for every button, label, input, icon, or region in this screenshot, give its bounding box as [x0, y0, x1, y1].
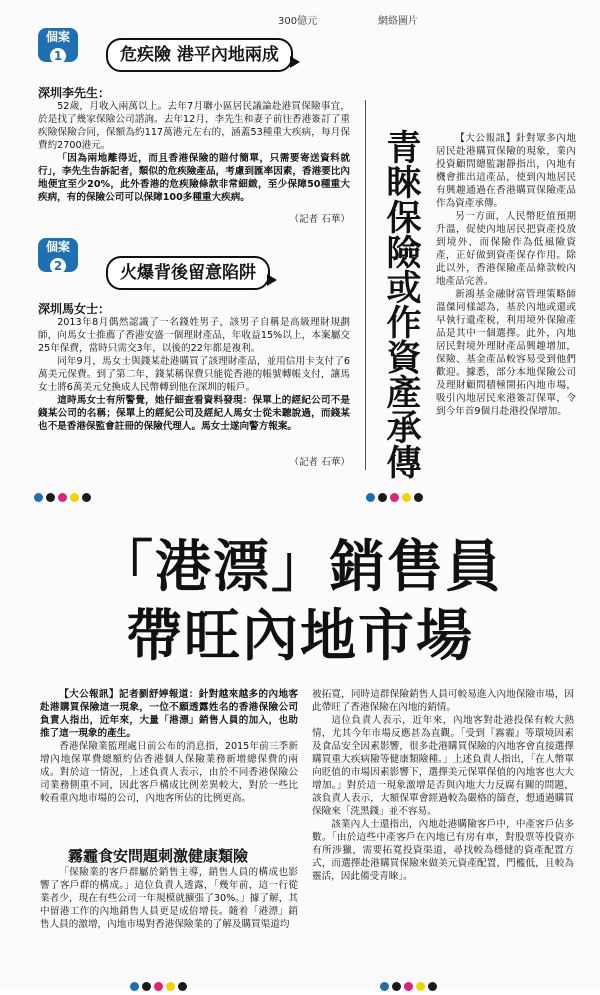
color-dot [178, 982, 187, 991]
side-vertical-title: 青睞保險或作資產承傳 [386, 129, 422, 484]
case2-badge [38, 238, 78, 272]
color-dot [402, 493, 411, 502]
main-subheading: 霧霾食安問題刺激健康類險 [68, 847, 249, 865]
main-paragraph: 【大公報訊】記者劉舒婷報道：針對越來越多的內地客赴港購買保險這一現象，一位不願透露姓名的香港保險公司負責人指出，近年來，大量「港漂」銷售人員的加入，也助推了這一現象的產生。 [40, 689, 298, 739]
color-dot [428, 982, 437, 991]
color-dot [404, 982, 413, 991]
color-dots-left [34, 487, 94, 499]
color-dot [154, 982, 163, 991]
column-divider [365, 100, 366, 470]
side-paragraph: 另一方面，人民幣貶值預期升溫，促使內地居民把資產投放到境外，而保險作為低風險資產，正好做到資產保存作用。除此以外，香港保險產品條款較內地產品完善。 [436, 211, 576, 287]
case2-body [38, 316, 350, 454]
side-article-body [436, 132, 576, 468]
main-article-col2 [312, 688, 574, 966]
case1-person: 深圳李先生： [38, 86, 111, 100]
case1-paragraph: 52歲，月收入兩萬以上。去年7月聯小區居民議論赴港買保險事宜，於是找了幾家保險公司諮詢。去年12月，李先生和妻子前往香港簽訂了重疾險保險合同，保額為約117萬港元左右的，涵蓋53種重大疾病，每月保費約2700港元。 [38, 101, 350, 151]
main-paragraph: 被拓寬，同時這群保險銷售人員可較易進入內地保險市場，因此帶旺了香港保險在內地的銷情。 [312, 689, 574, 713]
case2-paragraph: 這時馬女士有所警覺，她仔細查看資料發現：保單上的經紀公司不是錢某公司的名稱；保單上的經紀公司及經紀人馬女士從未聽說過，而錢某也不是香港保監會註冊的保險代理人。馬女士遂向警方報案。 [38, 395, 350, 432]
color-dot [46, 493, 55, 502]
color-dots-right [366, 487, 426, 499]
case1-badge-number: 1 [50, 48, 66, 64]
main-paragraph: 香港保險業監理處日前公布的消息指，2015年前三季新增內地保單費總額約佔香港個人保險業務新增總保費的兩成。對於這一情況，上述負責人表示，由於不同香港保險公司業務側重不同，因此客戶構成比例差異較大，對於一些比較看重內地市場的公司，內地客所佔的比例更高。 [40, 741, 298, 804]
color-dots-bottom-right [380, 976, 440, 988]
case1-badge-label: 個案 [45, 30, 70, 44]
color-dot [390, 493, 399, 502]
main-article-col1-top [40, 688, 298, 840]
case1-paragraph: 「因為兩地離得近，而且香港保險的賠付簡單，只需要寄送資料就行」，李先生告訴記者，類似的危疾險產品，考慮到匯率因素，香港要比內地便宜至少20%，此外香港的危疾險條款非常細緻，至少保障50種重大疾病，有的保險公司可以保障100多種重大疾病。 [38, 153, 350, 203]
case2-paragraph: 同年9月，馬女士與錢某赴港購買了該理財產品，並用信用卡支付了6萬美元保費。到了第二年，錢某稱保費只能從香港的帳號轉帳支付，讓馬女士將6萬美元兌換成人民幣轉到他在深圳的帳戶。 [38, 356, 350, 393]
top-caption-source: 網絡圖片 [378, 16, 418, 27]
side-paragraph: 【大公報訊】針對眾多內地居民赴港購買保險的現象，業內投資顧問總監謝靜指出，內地有機會推出這產品，使到內地居民有興趣通過在香港購買保險產品作為資產承傳。 [436, 133, 576, 209]
color-dot [34, 493, 43, 502]
case2-badge-label: 個案 [45, 240, 70, 254]
color-dot [166, 982, 175, 991]
color-dot [142, 982, 151, 991]
case2-byline: （記者 石華） [289, 457, 350, 468]
color-dot [414, 493, 423, 502]
case2-paragraph: 2013年8月偶然認識了一名錢姓男子，該男子自稱是高級理財規劃師，向馬女士推薦了香港安盛一個理財產品，年收益15%以上，本案屬交25年保費，當時只需交3年，以後的22年都是複利。 [38, 317, 350, 354]
color-dots-bottom-left [130, 976, 190, 988]
color-dot [70, 493, 79, 502]
main-paragraph: 該業內人士還指出，內地赴港購險客戶中，中產客戶佔多數。「由於這些中產客戶在內地已有房有車，對股票等投資亦有所涉獵，需要拓寬投資渠道，尋找較為穩健的資產配置方式，而選擇赴港購買保險來做美元資產配置，門檻低，且較為靈活，因此備受青睞」。 [312, 819, 574, 882]
case2-person: 深圳馬女士： [38, 302, 111, 316]
case1-badge [38, 28, 78, 62]
headline-line1: 「港漂」銷售員 [97, 534, 503, 600]
case2-title: 火爆背後留意陷阱 [106, 256, 270, 290]
color-dot [82, 493, 91, 502]
top-caption-amount: 300億元 [278, 16, 318, 27]
color-dot [392, 982, 401, 991]
color-dot [58, 493, 67, 502]
main-paragraph: 「保險業的客戶群屬於銷售主導，銷售人員的構成也影響了客戶群的構成。」這位負責人透露，「幾年前，這一行從業者少，現在有些公司一年規模就擴張了30%。」據了解，其中留港工作的內地銷售人員更是成倍增長。隨着「港漂」銷售人員的激增，內地市場對香港保險業的了解及購買渠道均 [40, 867, 298, 930]
color-dot [416, 982, 425, 991]
color-dot [130, 982, 139, 991]
top-caption-bar [0, 0, 600, 27]
color-dot [378, 493, 387, 502]
color-dot [366, 493, 375, 502]
side-paragraph: 新鴻基金融財富管理策略師溫傑同樣認為，基於內地或還或早執行遺產稅，利用境外保險產品是其中一個選擇。此外，內地居民對境外理財產品興趣增加，保險、基金產品較容易受到他們歡迎。據悉，部分本地保險公司及理財顧問積極開拓內地市場，吸引內地居民來港簽訂保單，令到今年首9個月赴港投保增加。 [436, 289, 576, 417]
main-article-col1-bottom [40, 866, 298, 966]
headline-line2: 帶旺內地市場 [126, 603, 474, 669]
case1-title: 危疾險 港平內地兩成 [106, 38, 293, 72]
case2-badge-number: 2 [50, 258, 66, 274]
main-paragraph: 這位負責人表示，近年來，內地客對赴港投保有較大熱情，尤其今年市場反應甚為直觀。「受到『霧霾』等環境因素及食品安全因素影響，很多赴港購買保險的內地客會直接選擇購買重大疾病險等健康類險種。」上述負責人指出，「在人幣單向貶值的市場因素影響下，選擇美元保單保值的內地客也大大增加。」對於這一現象激增是否與內地大力反腐有關的問題，該負責人表示，大額保單會經過較為嚴格的篩查，想通過購買保險來「洗黑錢」並不容易。 [312, 715, 574, 817]
color-dot [380, 982, 389, 991]
case1-byline: （記者 石華） [289, 214, 350, 225]
